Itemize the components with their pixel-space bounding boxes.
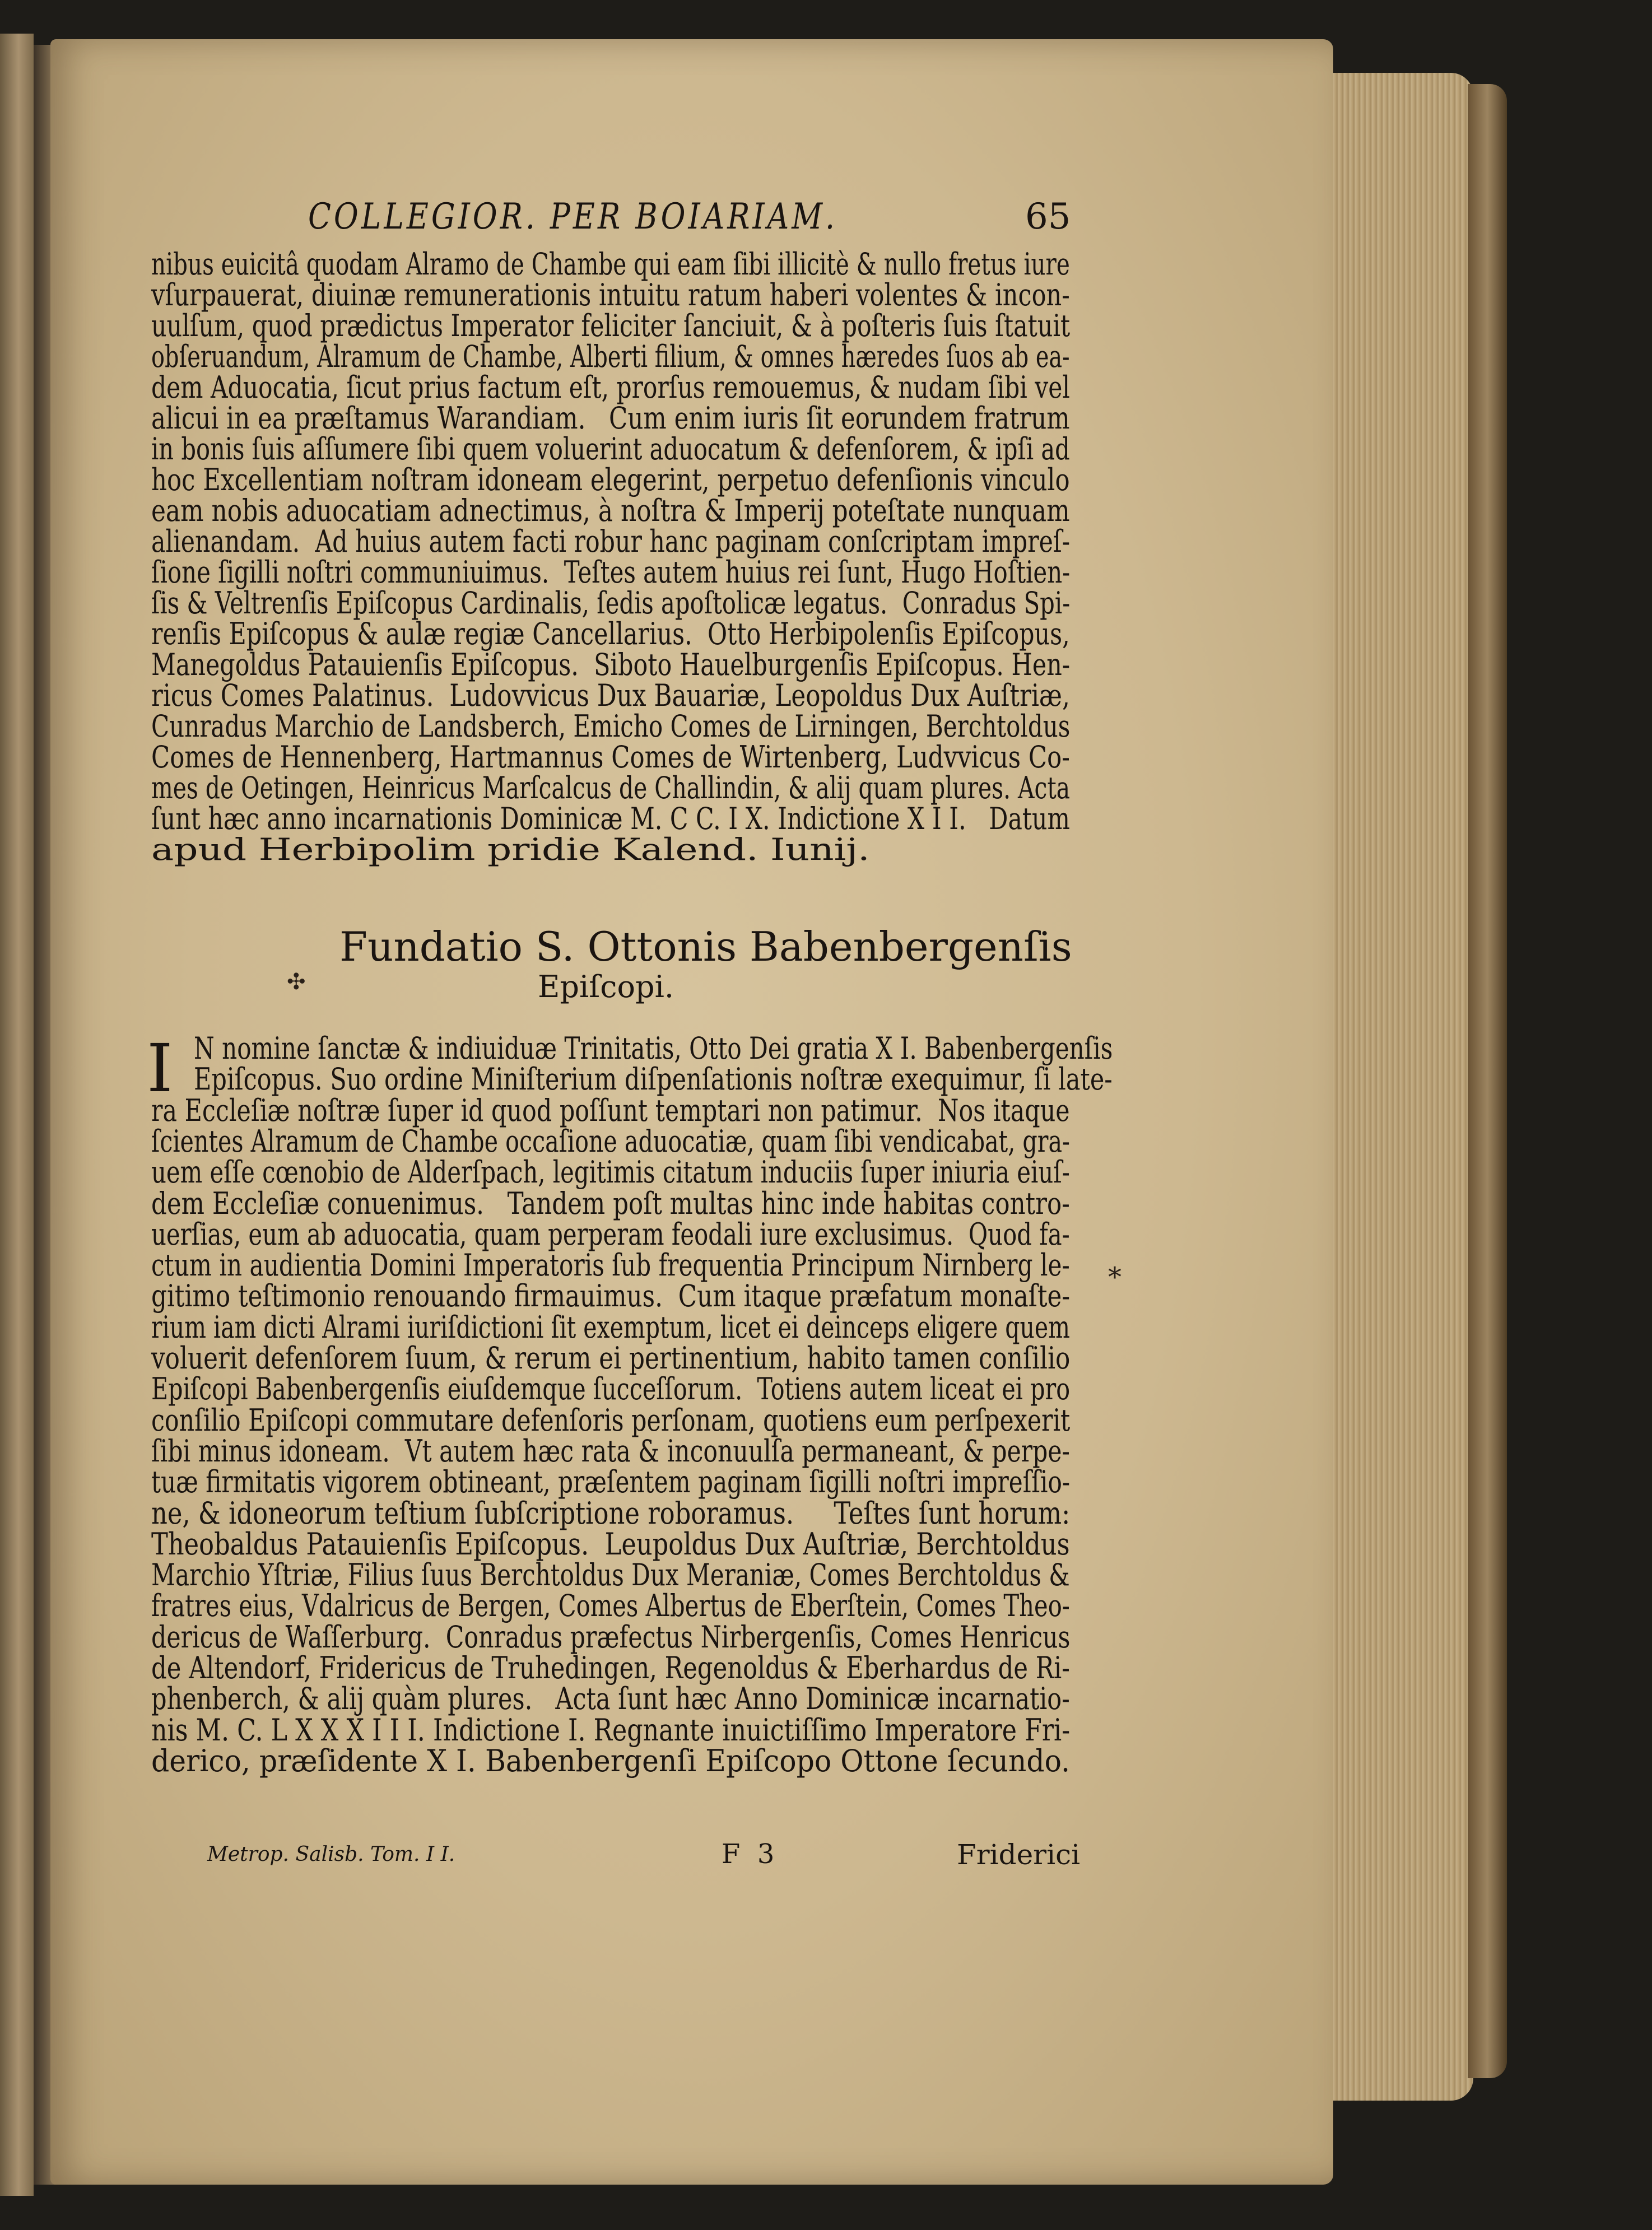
- text-line: renſis Epiſcopus & aulæ regiæ Cancellarius. Otto Herbipolenſis Epiſcopus,: [151, 616, 1070, 651]
- text-line: phenberch, & alij quàm plures. Acta ſunt hæc Anno Dominicæ incarnatio-: [151, 1681, 1070, 1717]
- text-line: derico, præſidente X I. Babenbergenſi Epiſcopo Ottone ſecundo.: [151, 1743, 1071, 1779]
- section-title: Fundatio S. Ottonis Babenbergenſis: [339, 923, 1072, 970]
- signature-mark: F 3: [722, 1838, 775, 1870]
- text-line: mes de Oetingen, Heinricus Marſcalcus de Challindin, & alij quam plures. Acta: [151, 770, 1071, 806]
- text-line: uulſum, quod prædictus Imperator feliciter ſanciuit, & à poſteris ſuis ſtatuit: [151, 308, 1071, 343]
- text-line: ricus Comes Palatinus. Ludovvicus Dux Bauariæ, Leopoldus Dux Auſtriæ,: [151, 678, 1070, 713]
- text-line: uerſias, eum ab aduocatia, quam perperam feodali iure exclusimus. Quod fa-: [151, 1216, 1070, 1252]
- text-line: dem Aduocatia, ſicut prius factum eſt, prorſus remouemus, & nudam ſibi vel: [151, 370, 1070, 405]
- text-line: Marchio Yſtriæ, Filius ſuus Berchtoldus Dux Meraniæ, Comes Berchtoldus &: [151, 1557, 1070, 1593]
- text-line: ſione ſigilli noſtri communiuimus. Teſtes autem huius rei ſunt, Hugo Hoſtien-: [151, 555, 1071, 590]
- text-line: Cunradus Marchio de Landsberch, Emicho Comes de Lirningen, Berchtoldus: [151, 709, 1071, 744]
- page-number: 65: [1025, 196, 1071, 238]
- catchword: Friderici: [957, 1838, 1081, 1871]
- text-line: ſcientes Alramum de Chambe occaſione aduocatiæ, quam ſibi vendicabat, gra-: [151, 1123, 1070, 1159]
- text-line: dericus de Waſſerburg. Conradus præfectus Nirbergenſis, Comes Henricus: [151, 1619, 1071, 1655]
- text-line: voluerit defenſorem ſuum, & rerum ei pertinentium, habito tamen conſilio: [151, 1340, 1071, 1376]
- text-line: tuæ firmitatis vigorem obtineant, præſentem paginam ſigilli noſtri impreſſio-: [151, 1464, 1071, 1500]
- text-line: Theobaldus Patauienſis Epiſcopus. Leupoldus Dux Auſtriæ, Berchtoldus: [151, 1526, 1070, 1562]
- text-line: rium iam dicti Alrami iuriſdictioni ſit exemptum, licet ei deinceps eligere quem: [151, 1309, 1071, 1345]
- drop-cap: I: [147, 1030, 173, 1107]
- text-line: apud Herbipolim pridie Kalend. Iunij.: [151, 832, 870, 867]
- section-subtitle: Epiſcopi.: [538, 969, 674, 1004]
- text-line: nis M. C. L X X X I I I. Indictione I. Regnante inuictiſſimo Imperatore Fri-: [151, 1712, 1071, 1748]
- running-head: COLLEGIOR. PER BOIARIAM.: [308, 196, 838, 238]
- text-line: Epiſcopus. Suo ordine Miniſterium diſpenſationis noſtræ exequimur, ſi late-: [194, 1062, 1113, 1097]
- text-line: de Altendorf, Fridericus de Truhedingen, Regenoldus & Eberhardus de Ri-: [151, 1650, 1070, 1686]
- text-line: dem Eccleſiæ conuenimus. Tandem poſt multas hinc inde habitas contro-: [151, 1185, 1070, 1221]
- book-cover-edge: [1468, 84, 1507, 2078]
- text-line: alienandam. Ad huius autem facti robur hanc paginam conſcriptam impreſ-: [151, 524, 1071, 559]
- text-line: gitimo teſtimonio renouando firmauimus. Cum itaque præfatum monaſte-: [151, 1278, 1071, 1314]
- signature-line: Metrop. Salisb. Tom. I I.: [207, 1843, 455, 1866]
- text-line: hoc Excellentiam noſtram idoneam elegerint, perpetuo defenſionis vinculo: [151, 462, 1070, 497]
- fleuron-ornament-icon: ✣: [287, 969, 306, 995]
- text-line: ſibi minus idoneam. Vt autem hæc rata & inconuulſa permaneant, & perpe-: [151, 1433, 1070, 1469]
- left-page-edge: [0, 34, 34, 2196]
- text-line: ne, & idoneorum teſtium ſubſcriptione roboramus. Teſtes ſunt horum:: [151, 1495, 1071, 1531]
- text-line: fratres eius, Vdalricus de Bergen, Comes Albertus de Eberſtein, Comes Theo-: [151, 1588, 1070, 1624]
- asterisk-mark: *: [1108, 1261, 1122, 1293]
- text-line: ctum in audientia Domini Imperatoris ſub frequentia Principum Nirnberg le-: [151, 1247, 1070, 1283]
- text-line: Manegoldus Patauienſis Epiſcopus. Siboto Hauelburgenſis Epiſcopus. Hen-: [151, 647, 1071, 682]
- text-line: N nomine ſanctæ & indiuiduæ Trinitatis, Otto Dei gratia X I. Babenbergenſis: [194, 1031, 1113, 1066]
- text-line: vſurpauerat, diuinæ remunerationis intuitu ratum haberi volentes & incon-: [151, 277, 1070, 313]
- text-line: in bonis ſuis aſſumere ſibi quem voluerint aduocatum & defenſorem, & ipſi ad: [151, 431, 1070, 467]
- text-line: Epiſcopi Babenbergenſis eiuſdemque ſucceſſorum. Totiens autem liceat ei pro: [151, 1371, 1071, 1407]
- text-line: nibus euicitâ quodam Alramo de Chambe qui eam ſibi illicitè & nullo fretus iure: [151, 246, 1070, 282]
- text-line: conſilio Epiſcopi commutare defenſoris perſonam, quotiens eum perſpexerit: [151, 1402, 1071, 1438]
- text-line: ſis & Veltrenſis Epiſcopus Cardinalis, ſedis apoſtolicæ legatus. Conradus Spi-: [151, 585, 1071, 621]
- text-line: uem eſſe cœnobio de Alderſpach, legitimis citatum induciis ſuper iniuria eiuſ-: [151, 1154, 1070, 1190]
- text-line: ra Eccleſiæ noſtræ ſuper id quod poſſunt temptari non patimur. Nos itaque: [151, 1092, 1070, 1128]
- text-line: ſunt hæc anno incarnationis Dominicæ M. C C. I X. Indictione X I I. Datum: [151, 801, 1070, 836]
- text-line: obſeruandum, Alramum de Chambe, Alberti filium, & omnes hæredes ſuos ab ea-: [151, 339, 1070, 374]
- text-line: Comes de Hennenberg, Hartmannus Comes de Wirtenberg, Ludvvicus Co-: [151, 739, 1070, 775]
- text-line: alicui in ea præſtamus Warandiam. Cum enim iuris ſit eorundem fratrum: [151, 401, 1070, 436]
- text-line: eam nobis aduocatiam adnectimus, à noſtra & Imperij poteſtate nunquam: [151, 493, 1070, 528]
